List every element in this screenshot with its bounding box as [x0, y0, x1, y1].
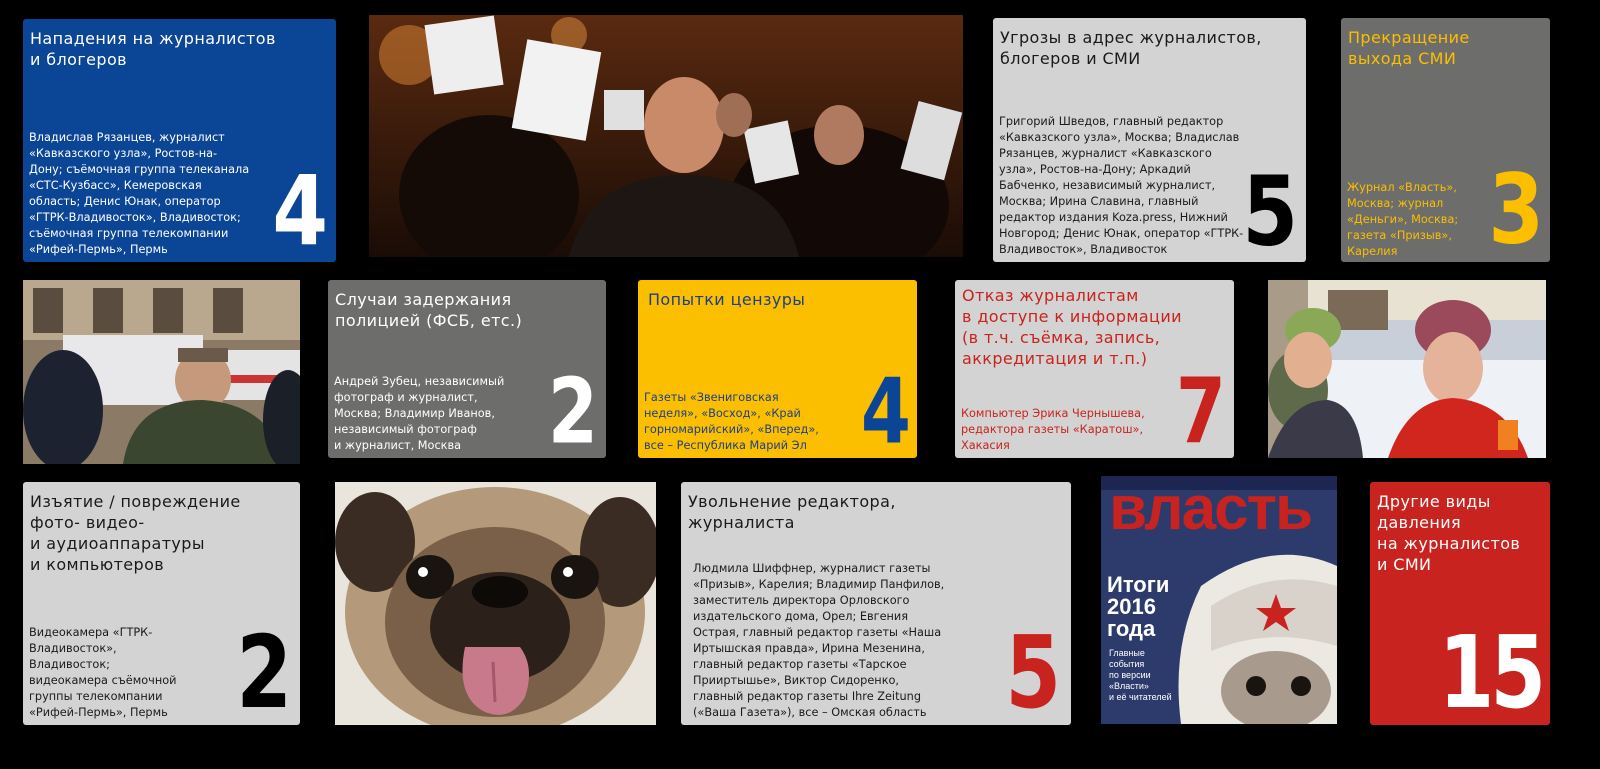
tile-count: 4 — [860, 358, 911, 458]
tile-other — [1370, 482, 1550, 725]
tile-title: Отказ журналистам в доступе к информации (в т.ч. съёмка, запись, аккредитация и т.п.) — [962, 286, 1182, 368]
photo-police-detention — [23, 280, 300, 464]
tile-details: Григорий Шведов, главный редактор «Кавказского узла», Москва; Владислав Рязанцев, журналист «Кавказского узла», Ростов-на-Дону; Аркадий Бабченко, независимый журналист, Москва; Ирина Славина, главный редактор издания Koza.press, Нижний Новгород; Денис Юнак, оператор «ГТРК- Владивосток», Владивосток — [999, 115, 1244, 256]
tile-details: Андрей Зубец, независимый фотограф и журналист, Москва; Владимир Иванов, независимый фотограф и журналист, Москва — [334, 375, 505, 452]
magazine-masthead: власть — [1109, 476, 1312, 543]
tile-count: 4 — [272, 155, 328, 262]
photo-pug-dog — [335, 482, 656, 725]
tile-detentions — [328, 280, 606, 458]
tile-equipment — [23, 482, 300, 725]
magazine-cover-subline: Главные события по версии «Власти» и её читателей — [1109, 648, 1172, 702]
tile-title: Изъятие / повреждение фото- видео- и аудиоаппаратуры и компьютеров — [30, 492, 241, 574]
tile-attacks — [23, 19, 336, 262]
tile-title: Случаи задержания полицией (ФСБ, етс.) — [335, 290, 523, 330]
photo-reporter-interview — [1268, 280, 1546, 458]
tile-title: Угрозы в адрес журналистов, блогеров и СМИ — [1000, 28, 1262, 68]
photo-protest-blank-sheets — [369, 15, 963, 257]
tile-title: Другие виды давления на журналистов и СМИ — [1377, 492, 1521, 574]
magazine-cover-headline: Итоги 2016 года — [1107, 572, 1170, 641]
tile-count: 5 — [1005, 614, 1061, 725]
tile-dismissal — [681, 482, 1071, 725]
tile-count: 5 — [1242, 155, 1298, 262]
tile-count: 7 — [1175, 358, 1226, 458]
tile-count: 2 — [236, 614, 292, 725]
tile-details: Газеты «Звениговская неделя», «Восход», «Край горномарийский», «Вперед», все – Республика Марий Эл — [644, 391, 819, 452]
magazine-cover-vlast — [1101, 476, 1337, 724]
tile-title: Нападения на журналистов и блогеров — [30, 29, 276, 69]
tile-details: Компьютер Эрика Чернышева, редактора газеты «Каратош», Хакасия — [961, 407, 1145, 452]
tile-details: Журнал «Власть», Москва; журнал «Деньги», Москва; газета «Призыв», Карелия — [1347, 181, 1459, 258]
tile-censorship — [638, 280, 917, 458]
tile-count: 2 — [547, 358, 598, 458]
tile-title: Попытки цензуры — [648, 290, 806, 309]
tile-count: 3 — [1488, 153, 1544, 262]
tile-title: Увольнение редактора, журналиста — [688, 492, 896, 532]
tile-title: Прекращение выхода СМИ — [1348, 28, 1470, 68]
tile-details: Видеокамера «ГТРК- Владивосток», Владивосток; видеокамера съёмочной группы телекомпании «Рифей-Пермь», Пермь — [29, 626, 177, 719]
tile-access — [955, 280, 1234, 458]
tile-details: Владислав Рязанцев, журналист «Кавказского узла», Ростов-на- Дону; съёмочная группа телеканала «СТС-Кузбасс», Кемеровская область; Денис Юнак, оператор «ГТРК-Владивосток», Владивосток; съёмочная группа телекомпании «Рифей-Пермь», Пермь — [29, 131, 250, 256]
tile-count: 15 — [1438, 614, 1542, 725]
tile-details: Людмила Шиффнер, журналист газеты «Призыв», Карелия; Владимир Панфилов, заместитель директора Орловского издательского дома, Орел; Евгения Острая, главный редактор газеты «Наша Иртышская правда», Ирина Мезенина, главный редактор газеты «Тарское Прииртышье», Виктор Сидоренко, главный редактор газеты Ihre Zeitung («Ваша Газета»), все – Омская область — [693, 562, 945, 719]
tile-closure — [1341, 18, 1550, 262]
tile-threats — [993, 18, 1306, 262]
